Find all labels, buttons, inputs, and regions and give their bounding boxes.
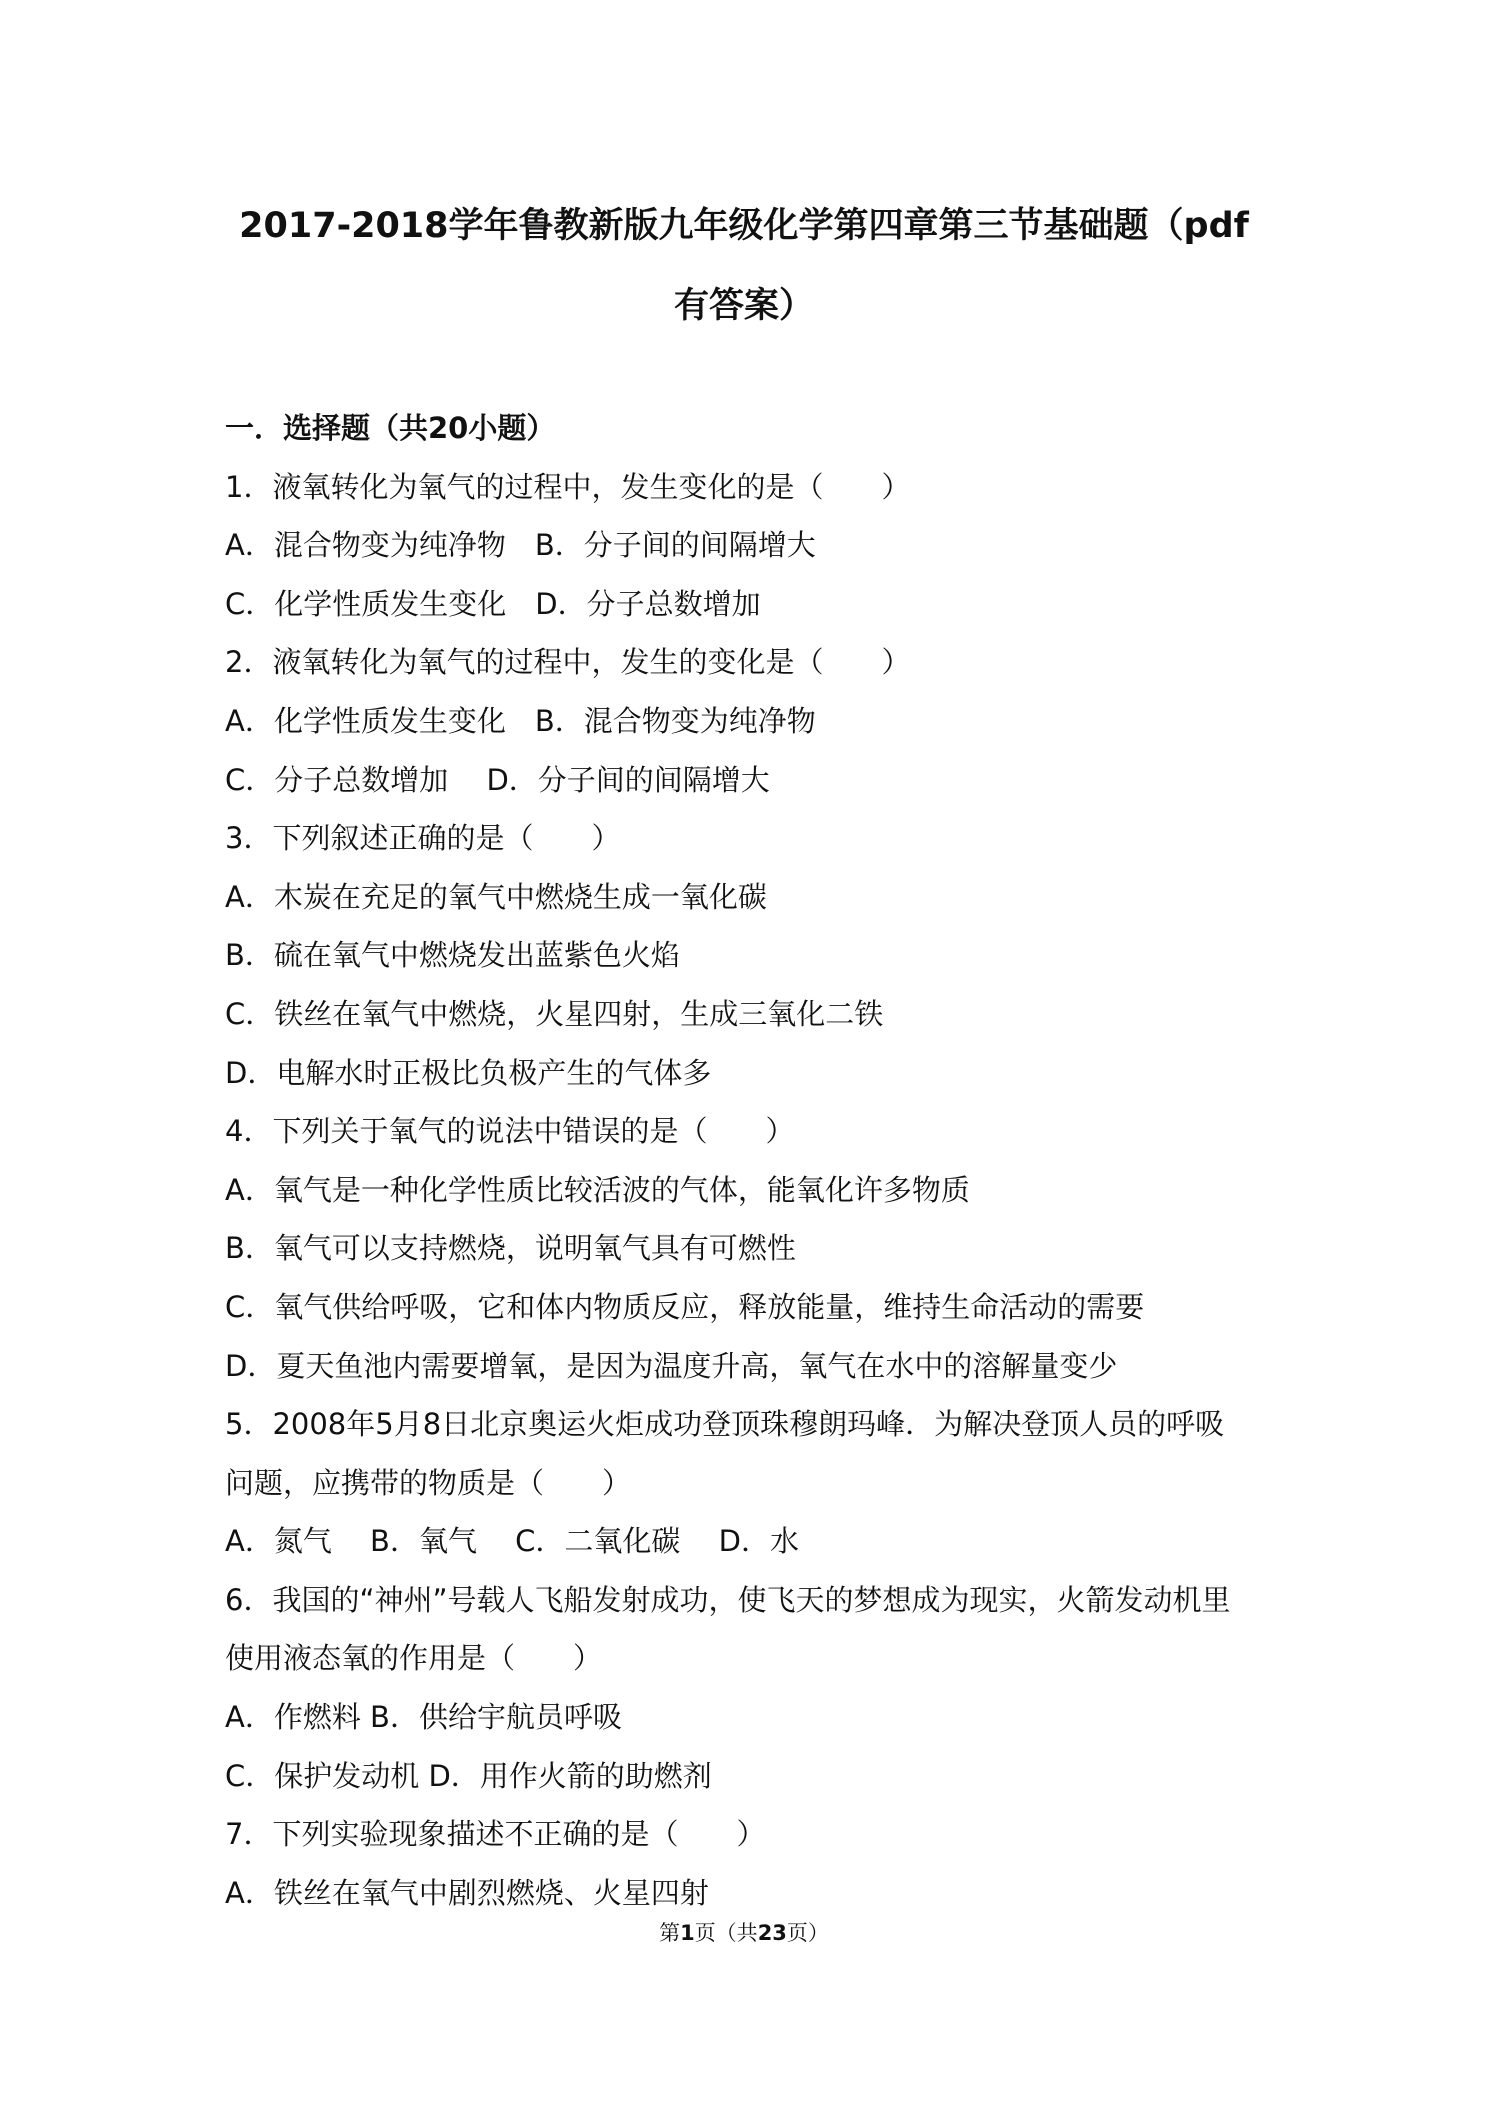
question-line: 4．下列关于氧气的说法中错误的是（ ） (225, 1114, 795, 1149)
footer-suffix: 页） (786, 1921, 829, 1945)
question-line: 3．下列叙述正确的是（ ） (225, 821, 621, 856)
footer-page-number: 1 (680, 1921, 695, 1945)
option-line: B．氧气可以支持燃烧，说明氧气具有可燃性 (225, 1231, 796, 1266)
option-line: A．铁丝在氧气中剧烈燃烧、火星四射 (225, 1875, 709, 1910)
footer-middle: 页（共 (694, 1921, 758, 1945)
question-line: 使用液态氧的作用是（ ） (225, 1641, 603, 1676)
option-line: C．氧气供给呼吸，它和体内物质反应，释放能量，维持生命活动的需要 (225, 1289, 1145, 1324)
option-line: C．铁丝在氧气中燃烧，火星四射，生成三氧化二铁 (225, 996, 884, 1031)
option-line: A．氮气 B．氧气 C．二氧化碳 D．水 (225, 1524, 799, 1559)
option-line: D．夏天鱼池内需要增氧，是因为温度升高，氧气在水中的溶解量变少 (225, 1348, 1118, 1383)
page-footer (0, 1918, 1488, 1948)
title-line-2: 有答案） (673, 286, 814, 326)
option-line: C．保护发动机 D．用作火箭的助燃剂 (225, 1758, 712, 1793)
option-line: A．作燃料 B．供给宇航员呼吸 (225, 1700, 622, 1735)
option-line: A．混合物变为纯净物 B．分子间的间隔增大 (225, 528, 816, 563)
footer-total-pages: 23 (757, 1921, 787, 1945)
footer-prefix: 第 (659, 1921, 681, 1945)
question-line: 7．下列实验现象描述不正确的是（ ） (225, 1817, 766, 1852)
option-line: B．硫在氧气中燃烧发出蓝紫色火焰 (225, 938, 680, 973)
option-line: A．木炭在充足的氧气中燃烧生成一氧化碳 (225, 879, 767, 914)
option-line: D．电解水时正极比负极产生的气体多 (225, 1055, 712, 1090)
option-line: C．化学性质发生变化 D．分子总数增加 (225, 586, 761, 621)
title-line-1: 2017-2018学年鲁教新版九年级化学第四章第三节基础题（pdf (239, 206, 1249, 246)
question-content (225, 399, 1285, 1922)
section-heading: 一．选择题（共20小题） (225, 411, 556, 445)
question-line: 2．液氧转化为氧气的过程中，发生的变化是（ ） (225, 645, 911, 680)
question-line: 6．我国的“神州”号载人飞船发射成功，使飞天的梦想成为现实，火箭发动机里 (225, 1582, 1231, 1617)
question-line: 问题，应携带的物质是（ ） (225, 1465, 632, 1500)
option-line: C．分子总数增加 D．分子间的间隔增大 (225, 762, 770, 797)
option-line: A．氧气是一种化学性质比较活波的气体，能氧化许多物质 (225, 1172, 970, 1207)
question-line: 1．液氧转化为氧气的过程中，发生变化的是（ ） (225, 469, 911, 504)
option-line: A．化学性质发生变化 B．混合物变为纯净物 (225, 703, 816, 738)
document-title (0, 186, 1488, 346)
question-line: 5．2008年5月8日北京奥运火炬成功登顶珠穆朗玛峰．为解决登顶人员的呼吸 (225, 1407, 1225, 1442)
